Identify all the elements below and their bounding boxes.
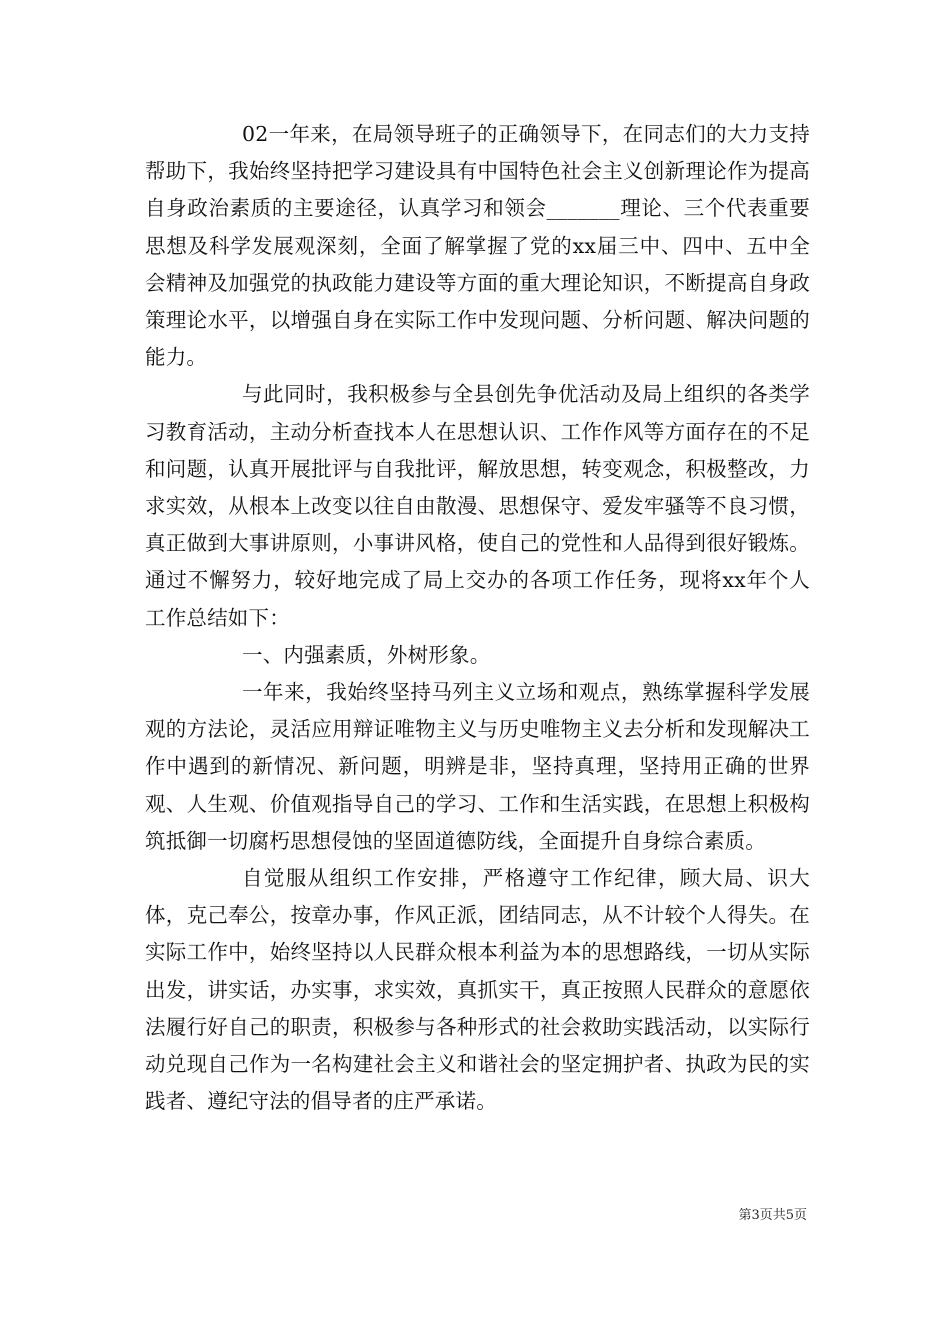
paragraph-4: 自觉服从组织工作安排，严格遵守工作纪律，顾大局、识大体，克己奉公，按章办事，作风正派，团结同志，从不计较个人得失。在实际工作中，始终坚持以人民群众根本利益为本的思想路线，一切从实际出发，讲实话，办实事，求实效，真抓实干，真正按照人民群众的意愿依法履行好自己的职责，积极参与各种形式的社会救助实践活动，以实际行动兑现自己作为一名构建社会主义和谐社会的坚定拥护者、执政为民的实践者、遵纪守法的倡导者的庄严承诺。 — [145, 866, 810, 1114]
document-body — [145, 116, 810, 1120]
section-heading: 一、内强素质，外树形象。 — [242, 642, 491, 667]
page-number-footer: 第3页共5页 — [738, 1208, 807, 1223]
paragraph-3: 一年来，我始终坚持马列主义立场和观点，熟练掌握科学发展观的方法论，灵活应用辩证唯物主义与历史唯物主义去分析和发现解决工作中遇到的新情况、新问题，明辨是非，坚持真理，坚持用正确的世界观、人生观、价值观指导自己的学习、工作和生活实践，在思想上积极构筑抵御一切腐朽思想侵蚀的坚固道德防线，全面提升自身综合素质。 — [145, 680, 810, 853]
paragraph-1: 02一年来，在局领导班子的正确领导下，在同志们的大力支持帮助下，我始终坚持把学习建设具有中国特色社会主义创新理论作为提高自身政治素质的主要途径，认真学习和领会_______理论、三个代表重要思想及科学发展观深刻，全面了解掌握了党的xx届三中、四中、五中全会精神及加强党的执政能力建设等方面的重大理论知识，不断提高自身政策理论水平，以增强自身在实际工作中发现问题、分析问题、解决问题的能力。 — [145, 122, 810, 370]
paragraph-2: 与此同时，我积极参与全县创先争优活动及局上组织的各类学习教育活动，主动分析查找本人在思想认识、工作作风等方面存在的不足和问题，认真开展批评与自我批评，解放思想，转变观念，积极整改，力求实效，从根本上改变以往自由散漫、思想保守、爱发牢骚等不良习惯，真正做到大事讲原则，小事讲风格，使自己的党性和人品得到很好锻炼。通过不懈努力，较好地完成了局上交办的各项工作任务，现将xx年个人工作总结如下： — [145, 382, 810, 630]
